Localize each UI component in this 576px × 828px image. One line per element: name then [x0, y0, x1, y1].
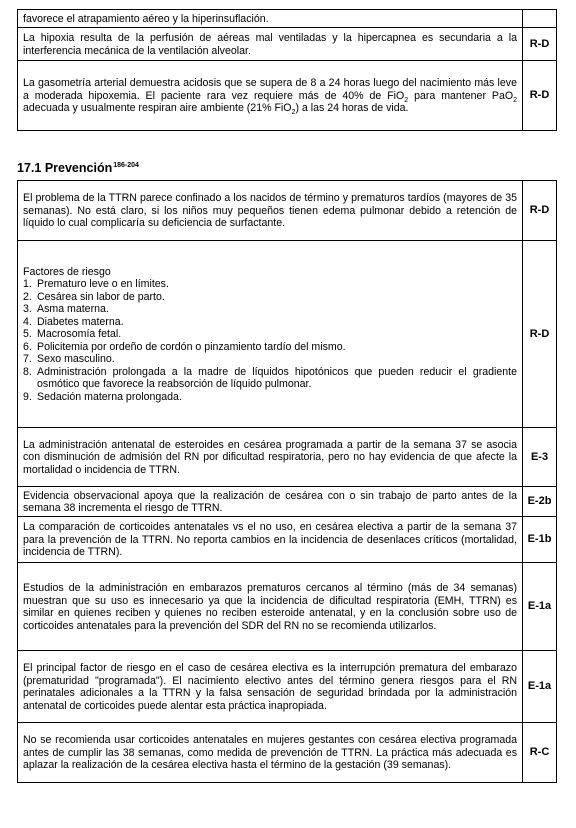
table-row	[18, 10, 557, 28]
list-number: 9.	[23, 390, 32, 403]
list-text: Diabetes materna.	[37, 315, 124, 328]
row-text: No se recomienda usar corticoides antenatales en mujeres gestantes con cesárea electiva programada antes de cumplir las 38 semanas, como medida de prevención de TTRN. La práctica más adecuada es aplazar la realización de la cesárea electiva hasta el término de la gestación (39 semanas).	[18, 723, 523, 783]
prevention-table	[17, 180, 557, 783]
list-text: Asma materna.	[37, 303, 109, 316]
table-row	[18, 28, 557, 61]
subscript: 2	[291, 109, 296, 117]
row-text	[18, 61, 523, 131]
list-text: Cesárea sin labor de parto.	[37, 290, 165, 303]
list-text: Macrosomía fetal.	[37, 328, 122, 341]
list-text: Sedación materna prolongada.	[37, 390, 182, 403]
text-part: adecuada y usualmente respiran aire ambiente (21% FiO	[23, 102, 292, 115]
evidence-level	[523, 10, 557, 28]
subscript: 2	[404, 96, 409, 104]
evidence-level: R-C	[523, 723, 557, 783]
table-row	[18, 563, 557, 651]
list-item	[23, 328, 517, 341]
evidence-level: E-1a	[523, 563, 557, 651]
list-item	[23, 366, 517, 391]
list-number: 3.	[23, 303, 32, 316]
table-row	[18, 487, 557, 517]
risk-factors-title: Factores de riesgo	[23, 265, 111, 278]
list-number: 2.	[23, 290, 32, 303]
list-number: 5.	[23, 328, 32, 341]
risk-factors-cell	[18, 241, 523, 428]
table-row	[18, 241, 557, 428]
table-row	[18, 517, 557, 563]
list-number: 1.	[23, 278, 32, 291]
table-row	[18, 651, 557, 723]
row-text: La comparación de corticoides antenatales vs el no uso, en cesárea electiva a partir de la semana 37 para la prevención de la TTRN. No reporta cambios en la incidencia de desenlaces críticos (mortalidad, incidencia de TTRN).	[18, 517, 523, 563]
table-row	[18, 61, 557, 131]
evidence-level: E-2b	[523, 487, 557, 517]
section-refs: 186-204	[113, 161, 139, 169]
list-text: Prematuro leve o en límites.	[37, 278, 169, 291]
list-item	[23, 391, 517, 404]
evidence-level: R-D	[523, 28, 557, 61]
table-row	[18, 723, 557, 783]
list-item	[23, 291, 517, 304]
section-heading	[17, 161, 139, 175]
list-item	[23, 316, 517, 329]
row-text: favorece el atrapamiento aéreo y la hiperinsuflación.	[18, 10, 523, 28]
evidence-level: E-1b	[523, 517, 557, 563]
text-part: La gasometría arterial demuestra acidosis que se supera de 8 a 24 horas luego del nacimiento más leve a moderada hipoxemia. El paciente rara vez requiere más de 40% de FiO	[23, 77, 517, 102]
row-text: La hipoxia resulta de la perfusión de aéreas mal ventiladas y la hipercapnea es secundaria a la interferencia mecánica de la ventilación alveolar.	[18, 28, 523, 61]
list-number: 6.	[23, 340, 32, 353]
evidence-level: E-3	[523, 428, 557, 487]
list-number: 4.	[23, 315, 32, 328]
risk-factors-list	[23, 278, 517, 403]
table-row	[18, 181, 557, 241]
evidence-level: R-D	[523, 61, 557, 131]
evidence-level: R-D	[523, 241, 557, 428]
list-text: Sexo masculino.	[37, 353, 115, 366]
evidence-level: R-D	[523, 181, 557, 241]
list-item	[23, 353, 517, 366]
subscript: 2	[513, 96, 517, 104]
list-item	[23, 303, 517, 316]
text-part: ) a las 24 horas de vida.	[295, 102, 409, 115]
row-text: La administración antenatal de esteroides en cesárea programada a partir de la semana 37 se asocia con disminución de admisión del RN por dificultad respiratoria, pero no hay evidencia de que afecte la mortalidad o incidencia de TTRN.	[18, 428, 523, 487]
list-text: Policitemia por ordeño de cordón o pinzamiento tardío del mismo.	[37, 340, 346, 353]
row-text: Evidencia observacional apoya que la realización de cesárea con o sin trabajo de parto antes de la semana 38 incrementa el riesgo de TTRN.	[18, 487, 523, 517]
evidence-level: E-1a	[523, 651, 557, 723]
list-item	[23, 278, 517, 291]
section-title: Prevención	[44, 161, 113, 175]
list-item	[23, 341, 517, 354]
evidence-table-continued	[17, 9, 557, 131]
list-number: 7.	[23, 353, 32, 366]
text-part: para mantener PaO	[408, 89, 514, 102]
section-number: 17.1	[17, 161, 42, 175]
table-row	[18, 428, 557, 487]
row-text: Estudios de la administración en embarazos prematuros cercanos al término (más de 34 semanas) muestran que su uso es innecesario ya que la incidencia de dificultad respiratoria (EMH, TTRN) es similar en quienes reciben y quienes no reciben esteroide antenatal, y en la conclusión sobre uso de corticoides antenatales para la prevención del SDR del RN no se recomienda utilizarlos.	[18, 563, 523, 651]
list-text: Administración prolongada a la madre de líquidos hipotónicos que pueden reducir el gradiente osmótico que favorece la reabsorción de líquido pulmonar.	[37, 365, 517, 391]
list-number: 8.	[23, 365, 32, 378]
row-text: El problema de la TTRN parece confinado a los nacidos de término y prematuros tardíos (mayores de 35 semanas). No está claro, si los niños muy pequeños tienen edema pulmonar debido a retención de líquido lo cual complicaría su deficiencia de surfactante.	[18, 181, 523, 241]
row-text: El principal factor de riesgo en el caso de cesárea electiva es la interrupción prematura del embarazo (prematuridad "programada"). El nacimiento electivo antes del término genera riesgos para el RN perinatales adicionales a la TTRN y la falsa sensación de seguridad brindada por la administración antenatal de corticoides puede alentar esta práctica inapropiada.	[18, 651, 523, 723]
